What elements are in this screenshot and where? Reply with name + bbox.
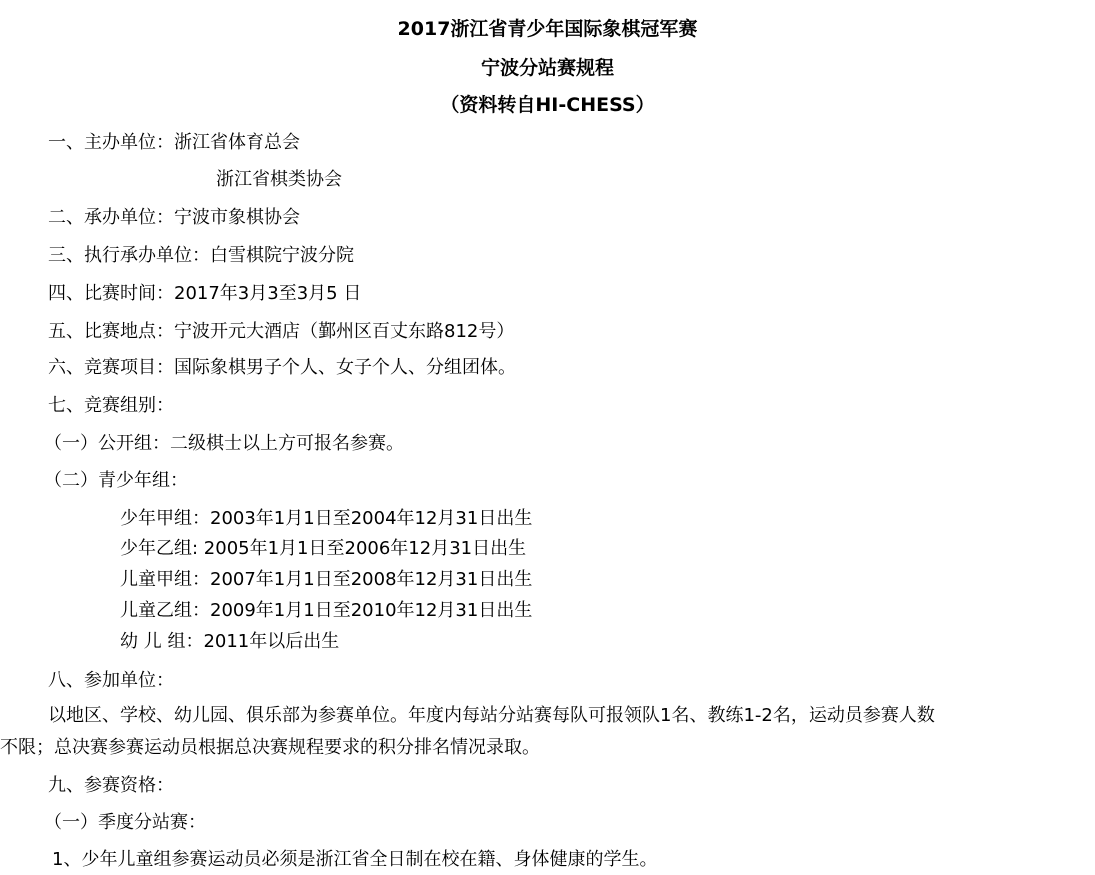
organizer-line: 一、主办单位：浙江省体育总会 [48, 132, 300, 153]
groups-heading: 七、竞赛组别： [48, 395, 174, 416]
child-a-line: 儿童甲组：2007年1月1日至2008年12月31日出生 [120, 569, 533, 590]
undertaker-line: 二、承办单位：宁波市象棋协会 [48, 207, 300, 228]
venue-line: 五、比赛地点：宁波开元大酒店（鄞州区百丈东路812号） [48, 321, 515, 342]
executor-line: 三、执行承办单位：白雪棋院宁波分院 [48, 245, 354, 266]
eligibility-heading: 九、参赛资格： [48, 775, 174, 796]
participants-paragraph-line-2: 不限；总决赛参赛运动员根据总决赛规程要求的积分排名情况录取。 [0, 737, 540, 758]
kids-line: 幼 儿 组：2011年以后出生 [120, 631, 340, 652]
youth-b-line: 少年乙组: 2005年1月1日至2006年12月31日出生 [120, 538, 527, 559]
youth-group-line: （二）青少年组： [44, 470, 188, 491]
time-line: 四、比赛时间：2017年3月3至3月5 日 [48, 283, 362, 304]
document-title: 2017浙江省青少年国际象棋冠军赛 [397, 18, 698, 40]
organizer-line-2: 浙江省棋类协会 [216, 169, 342, 190]
participants-paragraph-line-1: 以地区、学校、幼儿园、俱乐部为参赛单位。年度内每站分站赛每队可报领队1名、教练1-2名，运动员参赛人数 [48, 705, 935, 726]
document-subtitle: 宁波分站赛规程 [480, 57, 614, 79]
youth-a-line: 少年甲组：2003年1月1日至2004年12月31日出生 [120, 508, 533, 529]
document-source: （资料转自HI-CHESS） [440, 94, 655, 116]
open-group-line: （一）公开组：二级棋士以上方可报名参赛。 [44, 433, 404, 454]
events-line: 六、竞赛项目：国际象棋男子个人、女子个人、分组团体。 [48, 357, 516, 378]
seasonal-heading: （一）季度分站赛： [44, 812, 206, 833]
rule-1-line: 1、少年儿童组参赛运动员必须是浙江省全日制在校在籍、身体健康的学生。 [52, 849, 658, 870]
child-b-line: 儿童乙组：2009年1月1日至2010年12月31日出生 [120, 600, 533, 621]
participants-heading: 八、参加单位： [48, 670, 174, 691]
